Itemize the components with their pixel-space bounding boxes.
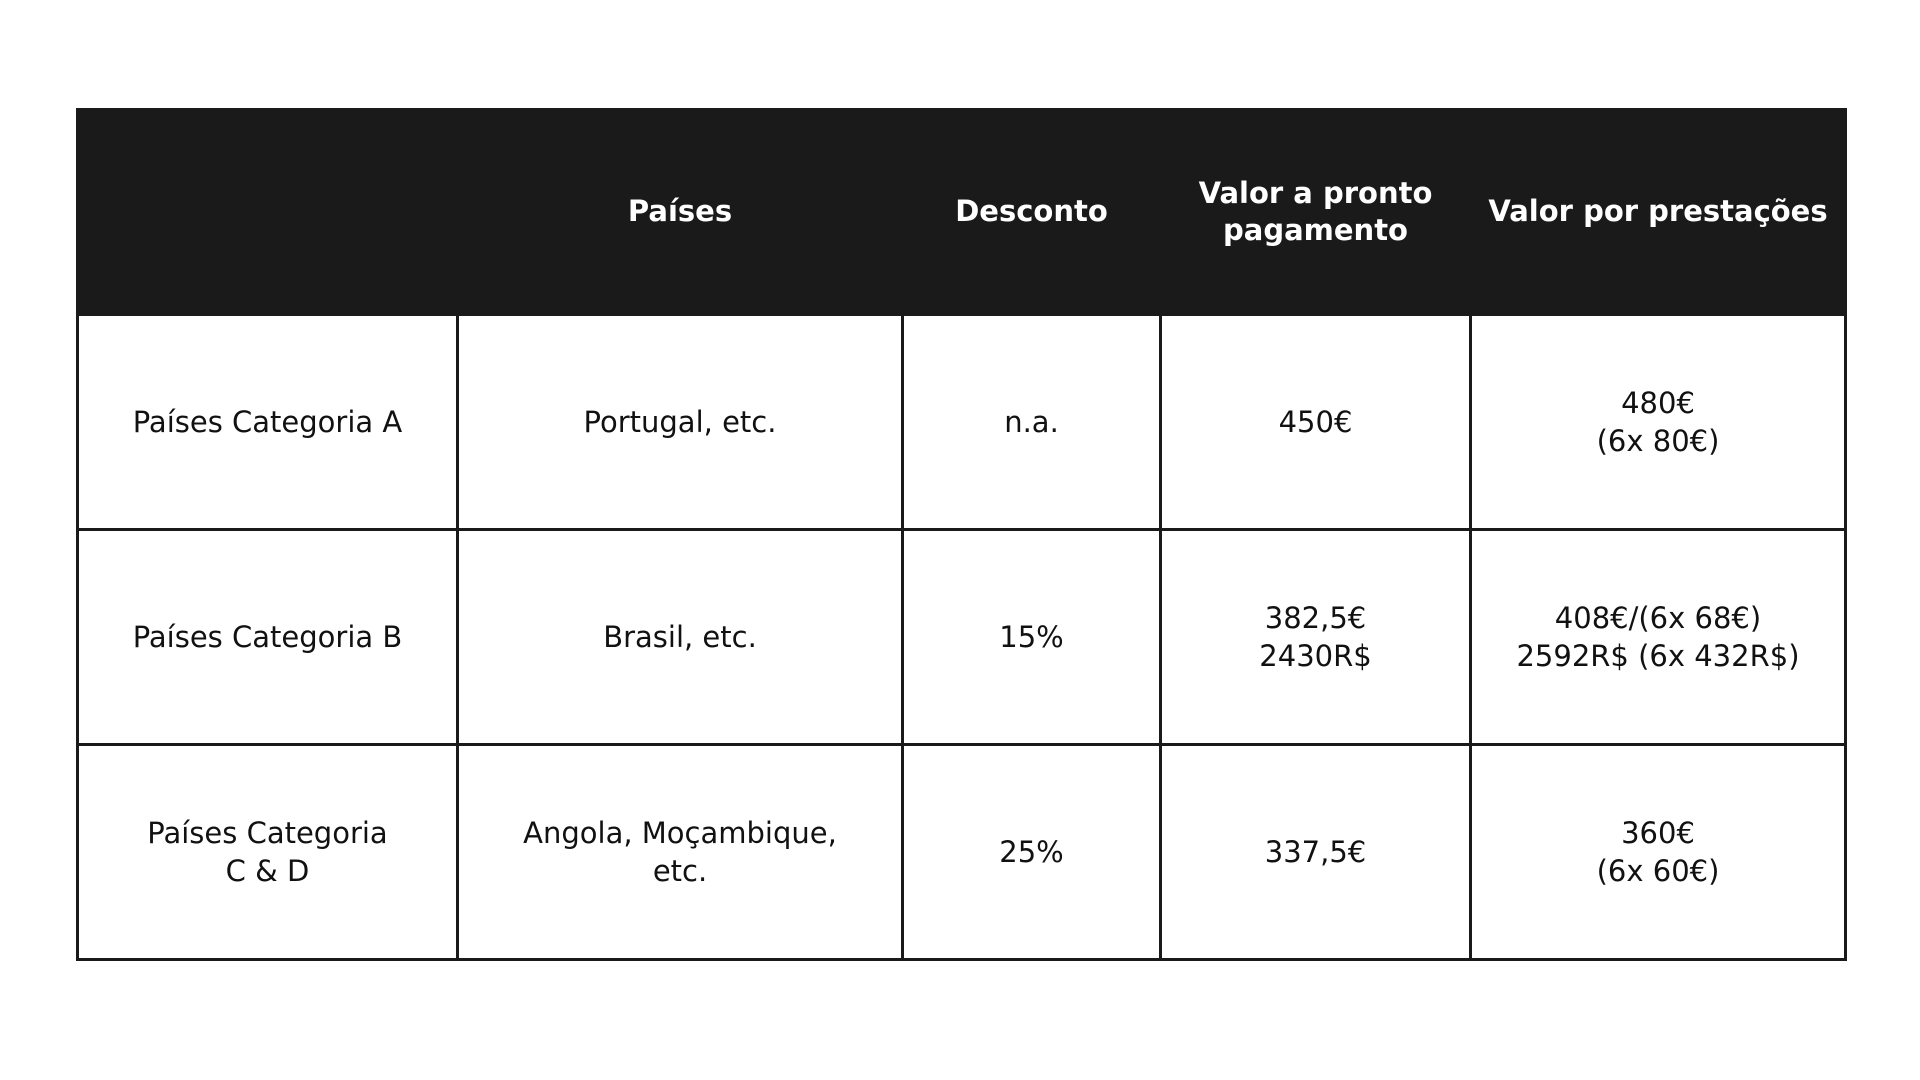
row-upfront-value: [1161, 530, 1471, 745]
row-installments-value: [1471, 315, 1846, 530]
row-installments-value: [1471, 745, 1846, 960]
table-row: [78, 530, 1846, 745]
table-header-row: [78, 110, 1846, 315]
row-category-line1: Países Categoria: [147, 815, 388, 850]
table-header-cell-corner: [78, 110, 458, 315]
row-countries: Brasil, etc.: [458, 530, 903, 745]
row-discount: 15%: [903, 530, 1161, 745]
row-discount: n.a.: [903, 315, 1161, 530]
row-upfront-line1: 450€: [1278, 404, 1353, 439]
row-upfront-value: [1161, 315, 1471, 530]
row-installments-line2: 2592R$ (6x 432R$): [1516, 639, 1800, 673]
row-category: [78, 745, 458, 960]
table-header-cell-discount: Desconto: [903, 110, 1161, 315]
table-body: [78, 315, 1846, 960]
row-upfront-value: [1161, 745, 1471, 960]
row-category: Países Categoria B: [78, 530, 458, 745]
row-installments-line1: 408€/(6x 68€): [1554, 600, 1762, 635]
row-upfront-line1: 337,5€: [1264, 834, 1367, 869]
row-category: Países Categoria A: [78, 315, 458, 530]
row-installments-value: [1471, 530, 1846, 745]
row-installments-line1: 360€: [1621, 815, 1695, 850]
pricing-table: [76, 108, 1847, 961]
row-countries-line2: etc.: [652, 854, 708, 888]
row-countries: [458, 745, 903, 960]
row-installments-line2: (6x 80€): [1596, 424, 1720, 458]
row-countries-line1: Angola, Moçambique,: [523, 815, 837, 850]
row-upfront-line1: 382,5€: [1264, 600, 1367, 635]
row-countries: Portugal, etc.: [458, 315, 903, 530]
table-header: [78, 110, 1846, 315]
row-installments-line2: (6x 60€): [1596, 854, 1720, 888]
row-category-line2: C & D: [225, 854, 310, 888]
table-row: [78, 745, 1846, 960]
table-row: [78, 315, 1846, 530]
row-upfront-line2: 2430R$: [1259, 639, 1372, 673]
row-installments-line1: 480€: [1621, 385, 1695, 420]
table-header-cell-countries: Países: [458, 110, 903, 315]
row-discount: 25%: [903, 745, 1161, 960]
pricing-table-container: [76, 108, 1844, 961]
table-header-cell-upfront: Valor a pronto pagamento: [1161, 110, 1471, 315]
table-header-cell-installments: Valor por prestações: [1471, 110, 1846, 315]
